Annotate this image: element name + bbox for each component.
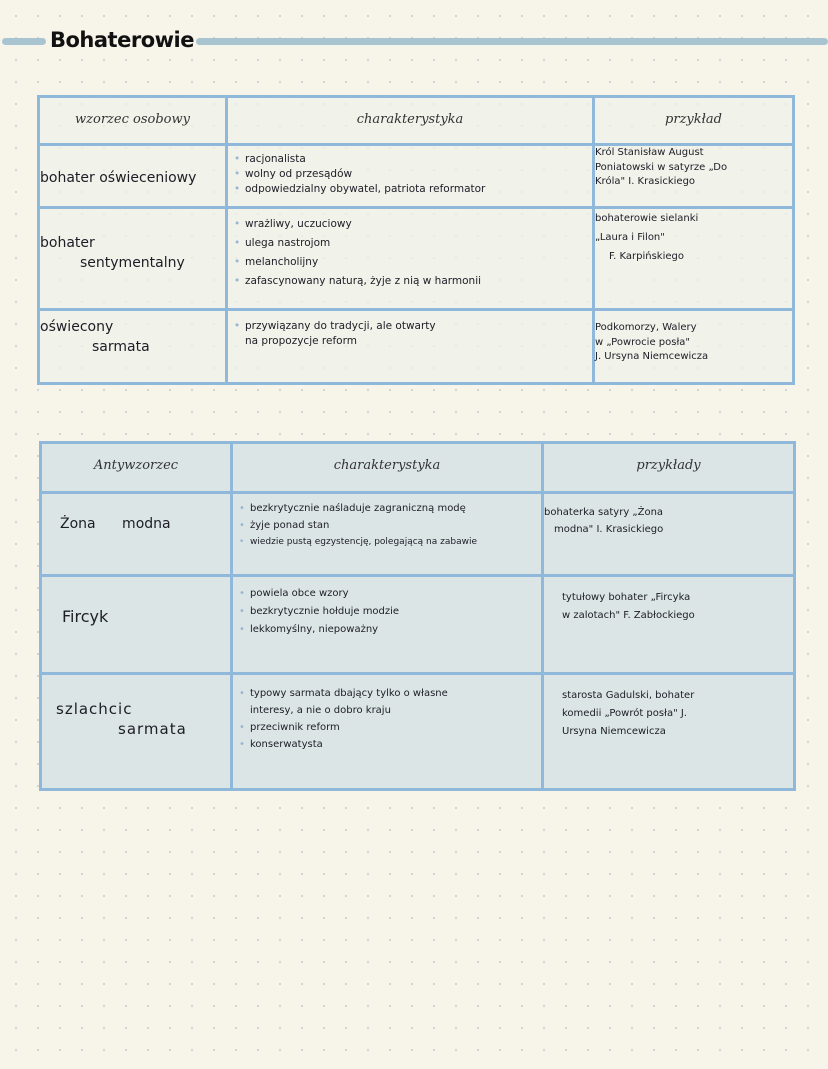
row-example: [594, 145, 794, 208]
title-underline-left: [2, 38, 46, 45]
name-line: bohater oświeceniowy: [40, 170, 197, 186]
example-line: Podkomorzy, Walery: [595, 322, 697, 333]
example-line: tytułowy bohater „Fircyka: [562, 592, 691, 603]
table-row: [39, 310, 794, 384]
table-header-row: [39, 97, 794, 145]
trait-item: • wolny od przesądów: [234, 167, 586, 182]
trait-item: • bezkrytycznie naśladuje zagraniczną modę: [239, 500, 535, 517]
trait-item: • wrażliwy, uczuciowy: [234, 215, 586, 234]
example-line: Poniatowski w satyrze „Do: [595, 161, 728, 173]
row-name: [39, 145, 227, 208]
trait-item: • przywiązany do tradycji, ale otwarty: [234, 319, 586, 334]
row-name: [41, 674, 232, 790]
row-name: [41, 576, 232, 674]
table-header-row: [41, 443, 795, 493]
trait-item: • zafascynowany naturą, żyje z nią w harmonii: [234, 272, 586, 291]
name-line: sarmata: [92, 339, 150, 355]
row-example: [594, 310, 794, 384]
row-example: [543, 674, 795, 790]
row-traits: [227, 310, 594, 384]
trait-item: • melancholijny: [234, 253, 586, 272]
example-line: modna" I. Krasickiego: [554, 524, 664, 535]
row-name: [41, 493, 232, 576]
trait-item: • odpowiedzialny obywatel, patriota reformator: [234, 182, 586, 197]
row-name: [39, 310, 227, 384]
example-line: Ursyna Niemcewicza: [562, 726, 666, 737]
name-line: Fircyk: [62, 607, 109, 626]
row-example: [594, 208, 794, 310]
row-name: [39, 208, 227, 310]
header-antywzorzec: Antywzorzec: [41, 443, 232, 493]
example-line: J. Ursyna Niemcewicza: [595, 351, 709, 362]
trait-item: • racjonalista: [234, 152, 586, 167]
row-traits: [232, 493, 543, 576]
name-line: bohater: [40, 235, 95, 251]
example-line: bohaterka satyry „Żona: [544, 507, 664, 518]
row-traits: [232, 576, 543, 674]
table-anti-models: [39, 441, 796, 791]
example-line: w zalotach" F. Zabłockiego: [562, 610, 695, 621]
header-wzorzec: wzorzec osobowy: [39, 97, 227, 145]
example-line: „Laura i Filon": [595, 232, 665, 243]
trait-item: • typowy sarmata dbający tylko o własne: [239, 685, 535, 702]
title-underline-right: [196, 38, 828, 45]
table-row: [41, 674, 795, 790]
example-line: F. Karpińskiego: [609, 251, 684, 262]
page-title: Bohaterowie: [50, 28, 194, 52]
example-line: bohaterowie sielanki: [595, 213, 699, 224]
example-line: Król Stanisław August: [595, 147, 704, 158]
header-charakterystyka: charakterystyka: [232, 443, 543, 493]
example-line: starosta Gadulski, bohater: [562, 690, 695, 701]
trait-item: • przeciwnik reform: [239, 719, 535, 736]
table-row: [41, 493, 795, 576]
name-line: Żona modna: [60, 516, 171, 532]
example-line: komedii „Powrót posła" J.: [562, 708, 687, 719]
trait-item: • powielа obce wzory: [239, 585, 535, 603]
header-charakterystyka: charakterystyka: [227, 97, 594, 145]
table-row: [39, 145, 794, 208]
trait-item: • ulega nastrojom: [234, 234, 586, 253]
trait-item: • żyje ponad stan: [239, 517, 535, 534]
row-traits: [232, 674, 543, 790]
trait-item: • wiedzie pustą egzystencję, polegającą na zabawie: [239, 534, 535, 551]
trait-item: • bezkrytycznie hołduje modzie: [239, 603, 535, 621]
name-line: szlachcic: [56, 700, 133, 718]
table-role-models: [37, 95, 795, 385]
row-example: [543, 576, 795, 674]
trait-item: • konserwatysta: [239, 736, 535, 753]
trait-item: na propozycje reform: [245, 335, 357, 347]
table-row: [39, 208, 794, 310]
name-line: oświecony: [40, 319, 114, 335]
trait-item: interesy, a nie o dobro kraju: [250, 705, 391, 716]
title-bar: [0, 30, 828, 52]
trait-item: • lekkomyślny, niepoważny: [239, 621, 535, 639]
name-line: sarmata: [118, 720, 187, 738]
row-traits: [227, 145, 594, 208]
name-line: sentymentalny: [80, 255, 185, 271]
example-line: w „Powrocie posła": [595, 336, 691, 348]
example-line: Króla" I. Krasickiego: [595, 176, 696, 187]
header-przyklady: przykłady: [543, 443, 795, 493]
row-example: [543, 493, 795, 576]
table-row: [41, 576, 795, 674]
header-przyklad: przykład: [594, 97, 794, 145]
row-traits: [227, 208, 594, 310]
